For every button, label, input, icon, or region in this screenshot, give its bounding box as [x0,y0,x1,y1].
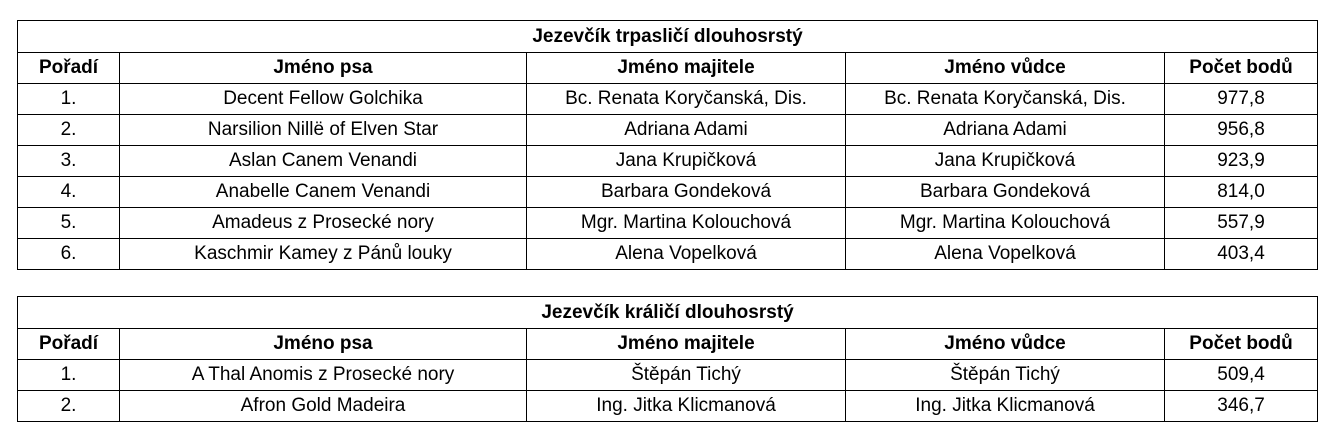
handler-cell: Jana Krupičková [846,146,1165,177]
table-row [18,84,1318,115]
handler-cell: Alena Vopelková [846,239,1165,270]
handler-cell: Barbara Gondeková [846,177,1165,208]
table-row [18,177,1318,208]
table-title-row [18,21,1318,53]
rank-cell: 1. [18,84,120,115]
points-cell: 956,8 [1165,115,1318,146]
header-dog-name: Jméno psa [120,53,527,84]
owner-cell: Jana Krupičková [527,146,846,177]
header-handler-name: Jméno vůdce [846,53,1165,84]
dog-name-cell: A Thal Anomis z Prosecké nory [120,360,527,391]
handler-cell: Bc. Renata Koryčanská, Dis. [846,84,1165,115]
header-points: Počet bodů [1165,53,1318,84]
table-row [18,391,1318,422]
points-cell: 977,8 [1165,84,1318,115]
handler-cell: Štěpán Tichý [846,360,1165,391]
table-title-row [18,297,1318,329]
dog-name-cell: Aslan Canem Venandi [120,146,527,177]
points-cell: 509,4 [1165,360,1318,391]
header-rank: Pořadí [18,329,120,360]
dog-name-cell: Amadeus z Prosecké nory [120,208,527,239]
owner-cell: Mgr. Martina Kolouchová [527,208,846,239]
table-title: Jezevčík trpasličí dlouhosrstý [18,21,1318,53]
dog-name-cell: Kaschmir Kamey z Pánů louky [120,239,527,270]
table-row [18,360,1318,391]
points-cell: 403,4 [1165,239,1318,270]
header-points: Počet bodů [1165,329,1318,360]
dog-name-cell: Decent Fellow Golchika [120,84,527,115]
rank-cell: 5. [18,208,120,239]
dog-name-cell: Narsilion Nillë of Elven Star [120,115,527,146]
handler-cell: Mgr. Martina Kolouchová [846,208,1165,239]
header-handler-name: Jméno vůdce [846,329,1165,360]
results-table-kralici [17,296,1318,422]
table-row [18,239,1318,270]
owner-cell: Ing. Jitka Klicmanová [527,391,846,422]
rank-cell: 4. [18,177,120,208]
dog-name-cell: Anabelle Canem Venandi [120,177,527,208]
handler-cell: Adriana Adami [846,115,1165,146]
handler-cell: Ing. Jitka Klicmanová [846,391,1165,422]
table-row [18,208,1318,239]
owner-cell: Štěpán Tichý [527,360,846,391]
rank-cell: 2. [18,391,120,422]
owner-cell: Bc. Renata Koryčanská, Dis. [527,84,846,115]
rank-cell: 1. [18,360,120,391]
rank-cell: 3. [18,146,120,177]
owner-cell: Barbara Gondeková [527,177,846,208]
points-cell: 557,9 [1165,208,1318,239]
points-cell: 814,0 [1165,177,1318,208]
header-rank: Pořadí [18,53,120,84]
header-owner-name: Jméno majitele [527,53,846,84]
points-cell: 346,7 [1165,391,1318,422]
table-row [18,115,1318,146]
rank-cell: 6. [18,239,120,270]
dog-name-cell: Afron Gold Madeira [120,391,527,422]
table-row [18,146,1318,177]
header-dog-name: Jméno psa [120,329,527,360]
rank-cell: 2. [18,115,120,146]
owner-cell: Alena Vopelková [527,239,846,270]
table-title: Jezevčík králičí dlouhosrstý [18,297,1318,329]
owner-cell: Adriana Adami [527,115,846,146]
header-row [18,53,1318,84]
results-table-trpaslici [17,20,1318,270]
header-row [18,329,1318,360]
header-owner-name: Jméno majitele [527,329,846,360]
points-cell: 923,9 [1165,146,1318,177]
